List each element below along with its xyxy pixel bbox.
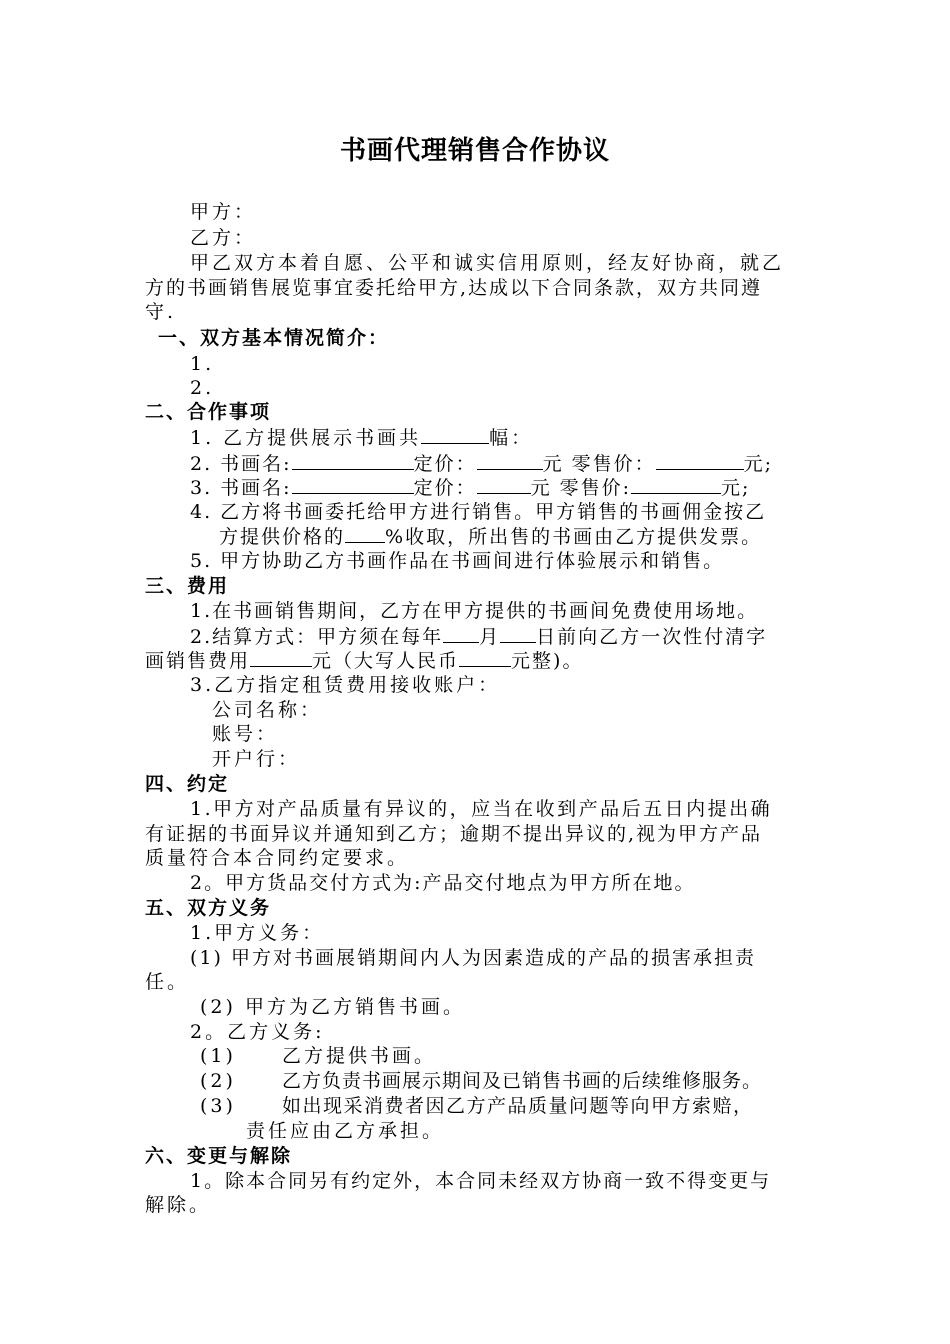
item-text: 元; [743, 453, 774, 475]
item-text: %收取，所出售的书画由乙方提供发票。 [385, 526, 763, 548]
section-1-item-2: 2. [190, 377, 215, 399]
section-4-item-1-line-2: 有证据的书面异议并通知到乙方；逾期不提出异议的,视为甲方产品 [145, 823, 763, 845]
party-b-duty-1-text: 乙方提供书画。 [282, 1045, 437, 1067]
section-4-item-1-line-3: 质量符合本合同约定要求。 [145, 847, 410, 869]
party-b-duty-3-text-cont: 责任应由乙方承担。 [246, 1120, 445, 1142]
item-text: 方提供价格的 [219, 526, 346, 548]
party-a-label: 甲方： [190, 201, 257, 223]
section-3-item-1: 1.在书画销售期间，乙方在甲方提供的书画间免费使用场地。 [190, 600, 759, 622]
party-b-duty-1-number: (1) [200, 1045, 236, 1067]
item-text: 日前向乙方一次性付清字 [536, 626, 768, 648]
section-2-item-2 [190, 451, 773, 476]
company-name-label: 公司名称： [212, 699, 323, 721]
section-4-item-2: 2。甲方货品交付方式为:产品交付地点为甲方所在地。 [190, 872, 696, 894]
item-text: 定价： [413, 477, 477, 499]
section-2-item-4-line-2 [219, 524, 762, 549]
item-text: 画销售费用 [145, 650, 251, 672]
blank-field [345, 524, 385, 543]
party-b-duty-2-number: (2) [200, 1070, 236, 1092]
blank-field [421, 425, 489, 444]
section-6-heading: 六、变更与解除 [145, 1145, 293, 1167]
blank-field [631, 475, 721, 494]
section-5-heading: 五、双方义务 [145, 897, 272, 919]
party-a-duties-title: 1.甲方义务： [190, 922, 325, 944]
party-b-duties-title: 2。乙方义务: [190, 1021, 325, 1043]
blank-field [292, 451, 414, 470]
item-text: 元 零售价： [542, 453, 656, 475]
item-text: 幅： [489, 427, 534, 449]
item-text: 月 [479, 626, 501, 648]
intro-line-1: 甲乙双方本着自愿、公平和诚实信用原则，经友好协商，就乙 [190, 252, 785, 274]
blank-field [477, 451, 543, 470]
section-3-item-2-line-2 [145, 648, 583, 673]
party-a-duty-1-line-2: 任。 [145, 971, 190, 993]
section-3-item-3: 3.乙方指定租赁费用接收账户： [190, 674, 501, 696]
document-title: 书画代理销售合作协议 [339, 136, 610, 166]
section-4-heading: 四、约定 [145, 773, 230, 795]
item-text: 1. 乙方提供展示书画共 [190, 427, 422, 449]
item-text: 定价： [413, 453, 477, 475]
item-text: 元（大写人民币 [312, 650, 460, 672]
section-2-heading: 二、合作事项 [145, 401, 272, 423]
section-2-item-5: 5. 甲方协助乙方书画作品在书画间进行体验展示和销售。 [190, 550, 725, 572]
section-2-item-1 [190, 425, 533, 450]
bank-label: 开户行： [212, 748, 301, 770]
blank-field [250, 648, 312, 667]
party-a-duty-1-line-1: (1) 甲方对书画展销期间内人为因素造成的产品的损害承担责 [190, 947, 756, 969]
blank-field [292, 475, 414, 494]
item-text: 元 零售价: [530, 477, 632, 499]
section-6-item-1-line-1: 1。除本合同另有约定外，本合同未经双方协商一致不得变更与 [190, 1170, 772, 1192]
item-text: 2.结算方式：甲方须在每年 [190, 626, 444, 648]
section-1-item-1: 1. [190, 353, 215, 375]
blank-field [656, 451, 744, 470]
party-b-duty-2-text: 乙方负责书画展示期间及已销售书画的后续维修服务。 [282, 1070, 763, 1092]
section-3-item-2-line-1 [190, 624, 767, 649]
section-3-heading: 三、费用 [145, 575, 230, 597]
section-2-item-3 [190, 475, 750, 500]
intro-line-3: 守. [145, 301, 177, 323]
party-b-label: 乙方： [190, 227, 257, 249]
blank-field [500, 624, 536, 643]
account-label: 账号： [212, 723, 279, 745]
item-text: 元整)。 [511, 650, 584, 672]
item-text: 2. 书画名: [190, 453, 292, 475]
party-b-duty-3-number: (3) [200, 1095, 236, 1117]
party-b-duty-3-text: 如出现采消费者因乙方产品质量问题等向甲方索赔， [282, 1095, 754, 1117]
intro-line-2: 方的书画销售展览事宜委托给甲方,达成以下合同条款，双方共同遵 [145, 277, 763, 299]
section-2-item-4-line-1: 4. 乙方将书画委托给甲方进行销售。甲方销售的书画佣金按乙 [190, 501, 767, 523]
party-a-duty-2: (2) 甲方为乙方销售书画。 [200, 996, 465, 1018]
blank-field [443, 624, 479, 643]
blank-field [459, 648, 511, 667]
item-text: 3. 书画名: [190, 477, 292, 499]
section-4-item-1-line-1: 1.甲方对产品质量有异议的，应当在收到产品后五日内提出确 [190, 798, 773, 820]
item-text: 元; [721, 477, 751, 499]
section-6-item-1-line-2: 解除。 [145, 1194, 212, 1216]
section-1-heading: 一、双方基本情况简介： [158, 327, 390, 349]
blank-field [477, 475, 531, 494]
